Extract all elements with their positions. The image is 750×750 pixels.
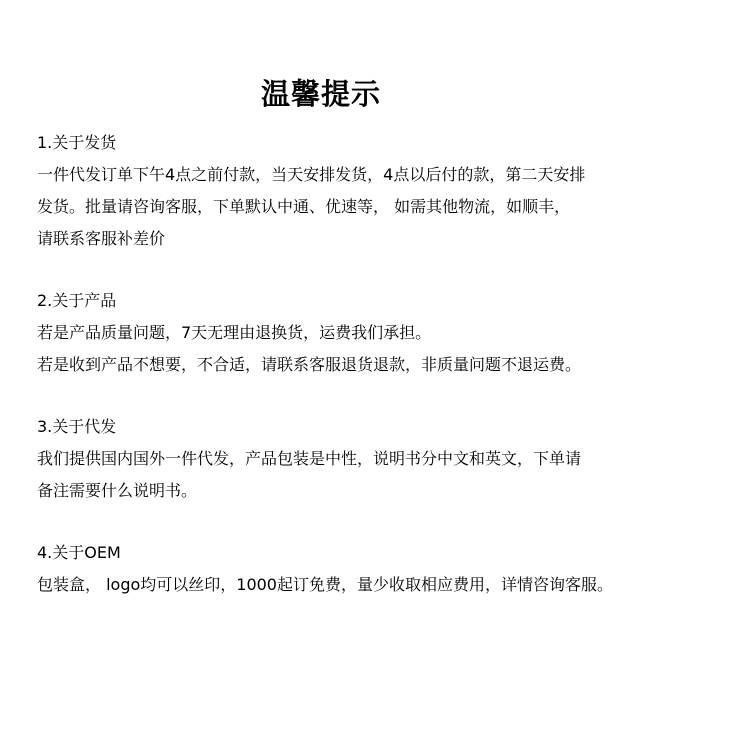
- section-text-line: 发货。批量请咨询客服，下单默认中通、优速等， 如需其他物流，如顺丰，: [37, 197, 571, 216]
- section-text-line: 我们提供国内国外一件代发，产品包装是中性，说明书分中文和英文，下单请: [37, 449, 582, 468]
- section-text-line: 若是收到产品不想要，不合适，请联系客服退货退款，非质量问题不退运费。: [37, 355, 582, 374]
- page-title: 温馨提示: [260, 77, 381, 111]
- section-heading-oem: 4.关于OEM: [37, 543, 121, 562]
- section-text-line: 包装盒， logo均可以丝印，1000起订免费，量少收取相应费用，详情咨询客服。: [37, 575, 613, 594]
- section-heading-dropshipping: 3.关于代发: [37, 417, 117, 436]
- section-text-line: 一件代发订单下午4点之前付款，当天安排发货，4点以后付的款，第二天安排: [37, 165, 586, 184]
- section-text-line: 若是产品质量问题，7天无理由退换货，运费我们承担。: [37, 323, 432, 342]
- section-heading-shipping: 1.关于发货: [37, 133, 117, 152]
- section-heading-product: 2.关于产品: [37, 291, 117, 310]
- section-text-line: 请联系客服补差价: [37, 229, 166, 248]
- section-text-line: 备注需要什么说明书。: [37, 481, 198, 500]
